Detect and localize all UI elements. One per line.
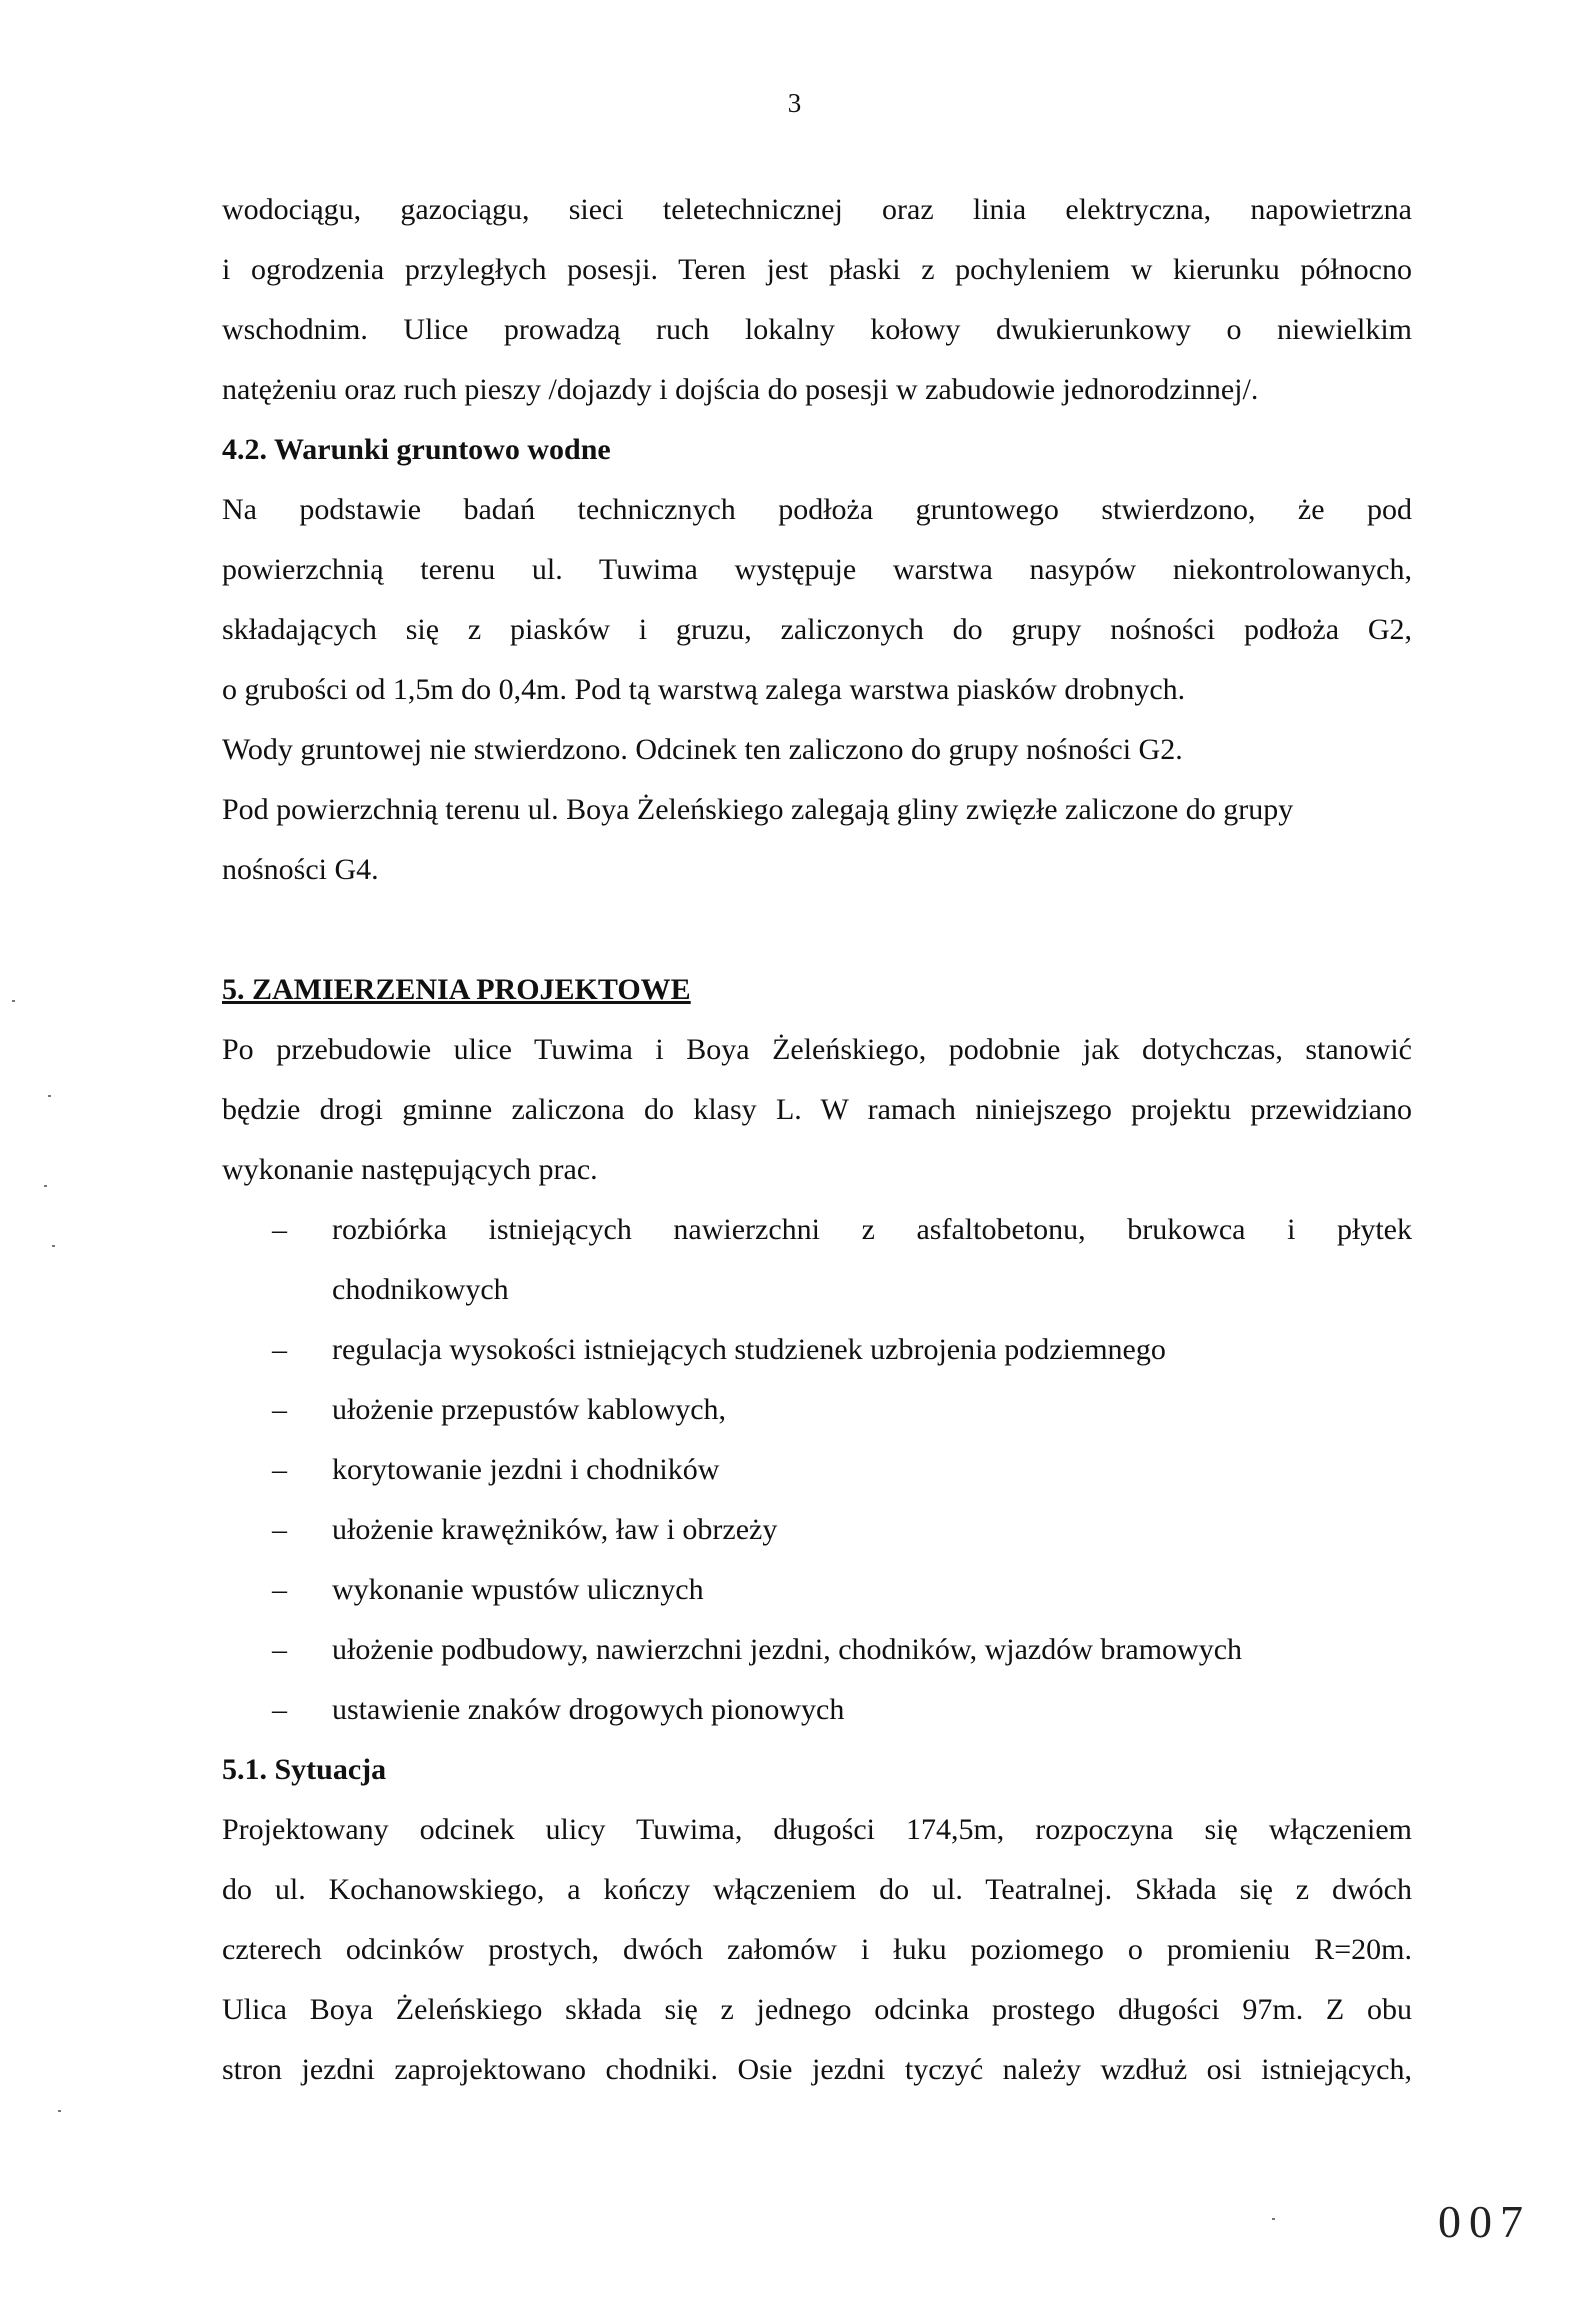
list-dash: – — [272, 1633, 287, 1666]
text-line: wodociągu, gazociągu, sieci teletechnicznej oraz linia elektryczna, napowietrzna — [222, 193, 1412, 226]
list-item-text: ustawienie znaków drogowych pionowych — [332, 1693, 845, 1726]
text-line: Pod powierzchnią terenu ul. Boya Żeleńskiego zalegają gliny zwięzłe zaliczone do grupy — [222, 793, 1294, 826]
section-heading-5: 5. ZAMIERZENIA PROJEKTOWE — [222, 973, 691, 1006]
list-dash: – — [272, 1213, 287, 1246]
text-line: wykonanie następujących prac. — [222, 1153, 598, 1186]
text-line: nośności G4. — [222, 853, 379, 886]
list-dash: – — [272, 1513, 287, 1546]
text-line: powierzchnią terenu ul. Tuwima występuje warstwa nasypów niekontrolowanych, — [222, 553, 1412, 586]
page-number: 3 — [787, 88, 802, 118]
text-line: natężeniu oraz ruch pieszy /dojazdy i dojścia do posesji w zabudowie jednorodzinnej/. — [222, 373, 1259, 406]
text-line: składających się z piasków i gruzu, zaliczonych do grupy nośności podłoża G2, — [222, 613, 1412, 646]
list-item — [222, 1560, 1412, 1620]
list-item — [222, 1320, 1412, 1380]
paragraph-project-intent — [222, 1020, 1412, 1200]
text-line: będzie drogi gminne zaliczona do klasy L. W ramach niniejszego projektu przewidziano — [222, 1093, 1412, 1126]
list-item-text: wykonanie wpustów ulicznych — [332, 1573, 704, 1606]
list-item — [222, 1620, 1412, 1680]
list-item — [222, 1500, 1412, 1560]
text-line: Na podstawie badań technicznych podłoża gruntowego stwierdzono, że pod — [222, 493, 1412, 526]
list-dash: – — [272, 1573, 287, 1606]
list-item-text: regulacja wysokości istniejących studzienek uzbrojenia podziemnego — [332, 1333, 1166, 1366]
list-item-text: ułożenie krawężników, ław i obrzeży — [332, 1513, 778, 1546]
text-line: o grubości od 1,5m do 0,4m. Pod tą warstwą zalega warstwa piasków drobnych. — [222, 673, 1186, 706]
list-item-text: ułożenie podbudowy, nawierzchni jezdni, chodników, wjazdów bramowych — [332, 1633, 1243, 1666]
list-item — [222, 1200, 1412, 1320]
list-item — [222, 1440, 1412, 1500]
scan-speck — [48, 1095, 51, 1097]
list-dash: – — [272, 1453, 287, 1486]
text-line: Ulica Boya Żeleńskiego składa się z jednego odcinka prostego długości 97m. Z obu — [222, 1993, 1412, 2026]
list-dash: – — [272, 1333, 287, 1366]
paragraph-groundwater: Wody gruntowej nie stwierdzono. Odcinek ten zaliczono do grupy nośności G2. — [222, 733, 1183, 766]
list-item-text: korytowanie jezdni i chodników — [332, 1453, 720, 1486]
text-line: czterech odcinków prostych, dwóch załomów i łuku poziomego o promieniu R=20m. — [222, 1933, 1412, 1966]
list-item-text: ułożenie przepustów kablowych, — [332, 1393, 727, 1426]
section-heading-4-2: 4.2. Warunki gruntowo wodne — [222, 433, 611, 466]
scan-speck — [44, 1185, 47, 1187]
list-dash: – — [272, 1393, 287, 1426]
text-line: i ogrodzenia przyległych posesji. Teren jest płaski z pochyleniem w kierunku północno — [222, 253, 1412, 286]
document-body — [222, 180, 1412, 2100]
section-heading-5-1: 5.1. Sytuacja — [222, 1753, 387, 1786]
scan-speck — [58, 2110, 61, 2112]
text-line: stron jezdni zaprojektowano chodniki. Osie jezdni tyczyć należy wzdłuż osi istniejących, — [222, 2053, 1412, 2086]
list-item — [222, 1680, 1412, 1740]
list-dash: – — [272, 1693, 287, 1726]
page-stamp: 007 — [1438, 2196, 1531, 2247]
list-item-text: rozbiórka istniejących nawierzchni z asfaltobetonu, brukowca i płytek — [332, 1213, 1412, 1246]
text-line: do ul. Kochanowskiego, a kończy włączeniem do ul. Teatralnej. Składa się z dwóch — [222, 1873, 1412, 1906]
paragraph-boya-soil — [222, 780, 1412, 900]
scan-speck — [52, 1245, 55, 1247]
paragraph-soil-conditions — [222, 480, 1412, 720]
list-item — [222, 1380, 1412, 1440]
scan-speck — [12, 1000, 15, 1002]
scan-speck — [1272, 2218, 1275, 2220]
text-line: wschodnim. Ulice prowadzą ruch lokalny kołowy dwukierunkowy o niewielkim — [222, 313, 1412, 346]
task-list — [222, 1200, 1412, 1740]
text-line: Projektowany odcinek ulicy Tuwima, długości 174,5m, rozpoczyna się włączeniem — [222, 1813, 1412, 1846]
text-line: Po przebudowie ulice Tuwima i Boya Żeleńskiego, podobnie jak dotychczas, stanowić — [222, 1033, 1412, 1066]
paragraph-site-description — [222, 180, 1412, 420]
list-item-text: chodnikowych — [332, 1273, 509, 1306]
paragraph-situation — [222, 1800, 1412, 2100]
